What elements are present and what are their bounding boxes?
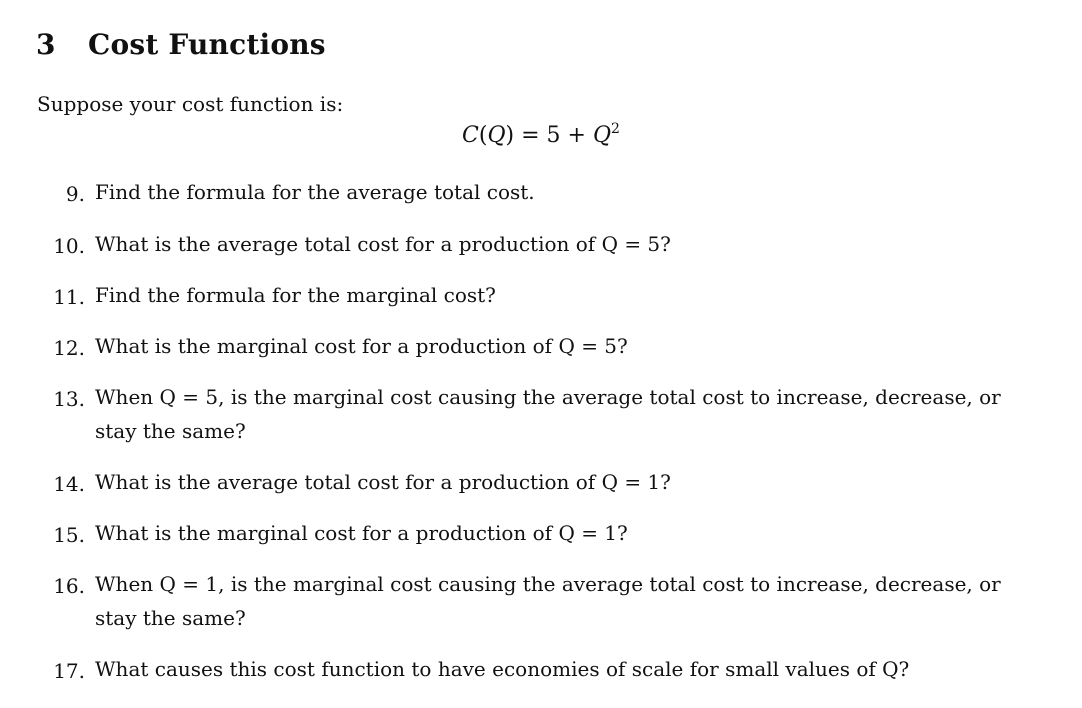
question-text: What is the average total cost for a production of Q = 5? — [95, 232, 671, 256]
question-number: 16. — [53, 574, 85, 598]
cost-function-equation — [0, 123, 1082, 148]
question-number: 15. — [53, 523, 85, 547]
question-text: When Q = 1, is the marginal cost causing the average total cost to increase, decrease, or stay the same? — [95, 572, 1001, 630]
intro-text: Suppose your cost function is: — [37, 92, 344, 116]
question-number: 17. — [53, 659, 85, 683]
question-text: What is the marginal cost for a production of Q = 5? — [95, 334, 628, 358]
equation-function-name: C — [462, 123, 479, 148]
equation-lhs-variable: Q — [487, 123, 506, 148]
question-number: 14. — [53, 472, 85, 496]
equation-close-paren: ) — [505, 123, 515, 148]
section-number: 3 — [36, 28, 56, 61]
question-text: Find the formula for the marginal cost? — [95, 283, 496, 307]
question-text: Find the formula for the average total cost. — [95, 180, 535, 204]
question-text: What causes this cost function to have economies of scale for small values of Q? — [95, 657, 910, 681]
equation-middle: = 5 + — [514, 123, 593, 148]
section-heading — [36, 28, 326, 61]
question-number: 9. — [65, 182, 85, 206]
equation-exponent: 2 — [611, 121, 620, 137]
section-title: Cost Functions — [88, 28, 326, 61]
equation-open-paren: ( — [478, 123, 488, 148]
question-text: When Q = 5, is the marginal cost causing the average total cost to increase, decrease, or stay the same? — [95, 385, 1001, 443]
question-number: 10. — [53, 234, 85, 258]
question-number: 12. — [53, 336, 85, 360]
question-number: 13. — [53, 387, 85, 411]
question-text: What is the marginal cost for a production of Q = 1? — [95, 521, 628, 545]
equation-rhs-variable: Q — [592, 123, 612, 148]
question-number: 11. — [53, 285, 85, 309]
question-text: What is the average total cost for a production of Q = 1? — [95, 470, 671, 494]
